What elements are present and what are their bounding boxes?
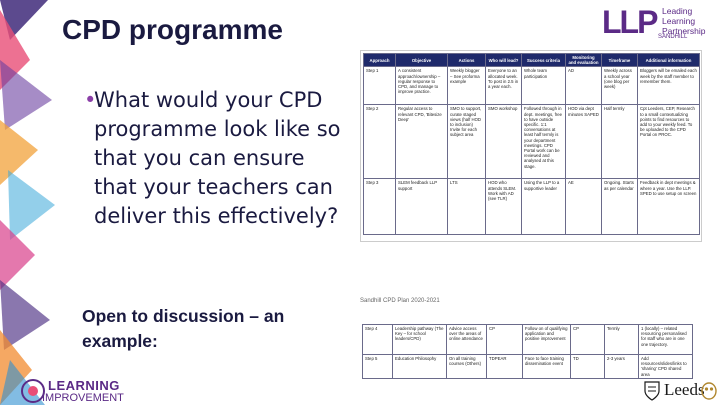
table-row: [364, 67, 700, 105]
table-header-cell: Additional information: [638, 54, 700, 67]
table-row: [363, 325, 693, 355]
leeds-crest-icon: [644, 381, 660, 401]
table-cell: A consistent approach/ownership – regular response to CPD, and manage to improve practice.: [396, 67, 448, 105]
cpd-plan-document-continued: [340, 284, 702, 384]
table-cell: Everyone to an allocated week. To post in 2.5 in a year each.: [486, 67, 522, 105]
table-cell: Feedback in dept meetings & where a year. Use the LLP. SPED to use setup on screen: [638, 179, 700, 235]
cpd-plan-document: [360, 50, 702, 242]
document-caption: Sandhill CPD Plan 2020-2021: [360, 298, 440, 304]
llp-logo-line: Partnership: [662, 26, 706, 36]
table-cell: LTS: [448, 179, 486, 235]
slide-title: CPD programme: [62, 14, 283, 45]
table-cell: Regular access to relevant CPD, 'Bitesize Deep': [396, 105, 448, 179]
table-cell: AE: [566, 179, 602, 235]
table-row: [363, 355, 693, 379]
table-header-cell: Approach: [364, 54, 396, 67]
table-cell: Cpt Leeders, CEP, Research to a small contextualizing points to find resources to add to your weekly feed. To be uploaded to the CPD Portal on PROC.: [638, 105, 700, 179]
table-cell: Step 1: [364, 67, 396, 105]
leeds-logo-text: Leeds: [664, 380, 705, 399]
table-cell: Face to face training dissemination event: [523, 355, 571, 379]
table-row: [364, 179, 700, 235]
bullet-text: What would your CPD programme look like so that you can ensure that your teachers can deliver this effectively?: [94, 88, 341, 228]
table-cell: Leadership pathway (The Key – for school leaders/CPD): [393, 325, 447, 355]
table-cell: 2-3 years: [605, 355, 639, 379]
table-cell: SMO to support, curate staged views (half HOD to inclusion) Invite for each subject area: [448, 105, 486, 179]
llp-logo-line: Leading: [662, 6, 693, 16]
table-cell: Add resources/slides/links to 'sharing' CPD shared area: [639, 355, 693, 379]
owl-emblem-icon: [700, 380, 718, 400]
table-header-cell: Success criteria: [522, 54, 566, 67]
table-cell: SMO workshop: [486, 105, 522, 179]
table-cell: Follow on of qualifying application and positive improvement: [523, 325, 571, 355]
table-cell: 1 (locally) – related resourcing personalised for staff who are in one one trajectory.: [639, 325, 693, 355]
table-cell: Weekly across a school year (one blog per week): [602, 67, 638, 105]
bullet-point: [84, 86, 346, 231]
table-cell: Termly: [605, 325, 639, 355]
table-cell: HOD who attends SLEM. Work with AD (see TLR): [486, 179, 522, 235]
table-cell: AD: [566, 67, 602, 105]
footer-logo-line: IMPROVEMENT: [42, 392, 124, 404]
table-cell: Step 2: [364, 105, 396, 179]
table-cell: CP: [571, 325, 605, 355]
table-cell: Advice access over the areas of online attendance: [447, 325, 487, 355]
table-cell: On all training courses (Others): [447, 355, 487, 379]
table-cell: Step 3: [364, 179, 396, 235]
table-cell: Step 5: [363, 355, 393, 379]
table-cell: Weekly blogger – See proforma example: [448, 67, 486, 105]
llp-logo-mark: LLP: [602, 4, 657, 40]
table-cell: SLEM feedback LLP support: [396, 179, 448, 235]
table-cell: CP: [487, 325, 523, 355]
llp-logo-line: Learning: [662, 16, 696, 26]
table-cell: Education Philosophy: [393, 355, 447, 379]
footer-logo-line: LEARNING: [48, 378, 120, 393]
table-cell: Bloggers will be emailed each week by the staff member to remember them.: [638, 67, 700, 105]
learning-improvement-logo: [20, 378, 140, 405]
cpd-plan-table-continued: [362, 324, 693, 379]
table-header-cell: Objective: [396, 54, 448, 67]
table-cell: Using the LLP to a supportive leader: [522, 179, 566, 235]
table-header-cell: Monitoring and evaluation: [566, 54, 602, 67]
table-header-cell: Who will lead?: [486, 54, 522, 67]
table-cell: Half termly: [602, 105, 638, 179]
llp-logo-subtitle: SANDHILL: [658, 34, 688, 40]
table-cell: Whole team participation: [522, 67, 566, 105]
table-header-cell: Actions: [448, 54, 486, 67]
bullet-dot-icon: •: [84, 88, 97, 112]
table-cell: Ongoing. Starts as per calendar: [602, 179, 638, 235]
llp-logo: [602, 4, 714, 44]
table-row: [364, 105, 700, 179]
discussion-prompt: Open to discussion – an example:: [82, 306, 285, 351]
table-cell: TD: [571, 355, 605, 379]
llp-logo-words: [662, 6, 705, 36]
table-cell: TDPEAR: [487, 355, 523, 379]
table-cell: Step 4: [363, 325, 393, 355]
decorative-swirl-graphic: [0, 0, 60, 405]
table-header-row: [364, 54, 700, 67]
cpd-plan-table: [363, 53, 700, 235]
table-cell: HOD via dept minutes SAPED: [566, 105, 602, 179]
table-header-cell: Timeframe: [602, 54, 638, 67]
table-cell: Followed through in dept. meetings, free to have outside specific. 1:1 conversations at least half termly is your department meetings. CPD Portal work can be reviewed and analysed at this stage.: [522, 105, 566, 179]
